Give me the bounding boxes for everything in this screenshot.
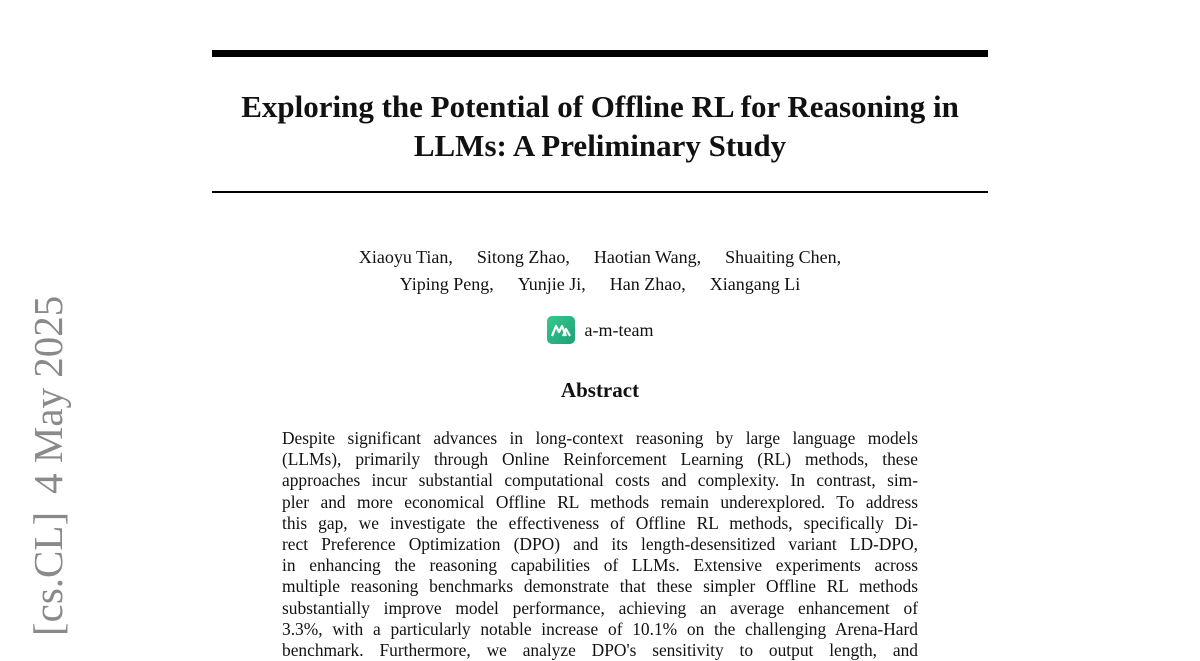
arxiv-date: 4 May 2025 bbox=[25, 295, 71, 494]
abstract-line: in enhancing the reasoning capabilities of LLMs. Extensive experiments across bbox=[282, 555, 918, 576]
title-top-rule bbox=[212, 50, 988, 57]
author-name: Yiping Peng, bbox=[399, 274, 494, 294]
arxiv-stamp bbox=[24, 296, 72, 636]
abstract-line: rect Preference Optimization (DPO) and its length-desensitized variant LD-DPO, bbox=[282, 534, 918, 555]
author-name: Shuaiting Chen, bbox=[725, 247, 842, 267]
paper-title-line-2: LLMs: A Preliminary Study bbox=[413, 128, 787, 163]
team-logo-icon bbox=[547, 316, 575, 344]
team-name: a-m-team bbox=[584, 319, 654, 340]
author-name: Xiaoyu Tian, bbox=[358, 247, 453, 267]
team-affiliation bbox=[200, 316, 1000, 344]
author-name: Xiangang Li bbox=[709, 274, 801, 294]
abstract-line: pler and more economical Offline RL methods remain underexplored. To address bbox=[282, 491, 918, 512]
abstract-heading: Abstract bbox=[560, 378, 640, 402]
team-logo-mark bbox=[551, 323, 571, 337]
author-name: Sitong Zhao, bbox=[476, 247, 570, 267]
author-line-1 bbox=[200, 244, 1000, 271]
paper-title-line-1: Exploring the Potential of Offline RL for Reasoning in bbox=[241, 89, 959, 124]
title-bottom-rule bbox=[212, 191, 988, 193]
abstract-line: benchmark. Furthermore, we analyze DPO's sensitivity to output length, and bbox=[282, 640, 918, 661]
arxiv-category: [cs.CL] bbox=[25, 511, 71, 636]
abstract-line: Despite significant advances in long-context reasoning by large language models bbox=[282, 428, 918, 448]
abstract-line: this gap, we investigate the effectiveness of Offline RL methods, specifically Di- bbox=[282, 512, 918, 533]
author-name: Han Zhao, bbox=[609, 274, 686, 294]
author-name: Haotian Wang, bbox=[593, 247, 702, 267]
paper-title bbox=[200, 87, 1000, 165]
abstract-line: (LLMs), primarily through Online Reinforcement Learning (RL) methods, these bbox=[282, 449, 918, 470]
author-list bbox=[200, 244, 1000, 298]
abstract-line: 3.3%, with a particularly notable increase of 10.1% on the challenging Arena-Hard bbox=[282, 618, 918, 639]
abstract-line: substantially improve model performance, achieving an average enhancement of bbox=[282, 597, 918, 618]
abstract-line: approaches incur substantial computational costs and complexity. In contrast, sim- bbox=[282, 470, 918, 491]
author-name: Yunjie Ji, bbox=[517, 274, 586, 294]
author-line-2 bbox=[200, 271, 1000, 298]
abstract-line: multiple reasoning benchmarks demonstrate that these simpler Offline RL methods bbox=[282, 576, 918, 597]
abstract-text bbox=[282, 428, 918, 661]
